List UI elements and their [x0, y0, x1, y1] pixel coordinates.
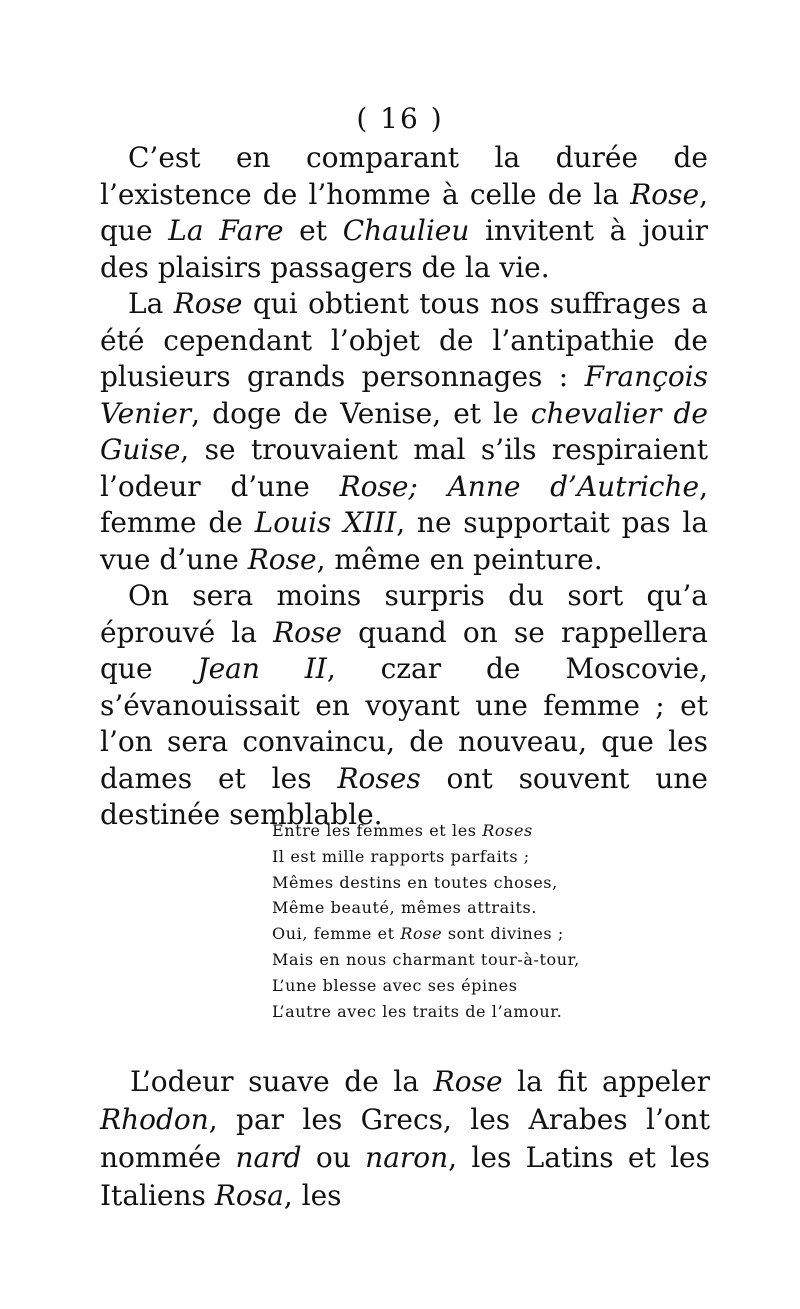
italic-text: Rose	[273, 615, 342, 649]
text-run: ont souvent une destinée semblable.	[100, 761, 708, 831]
verse-line	[272, 895, 632, 921]
italic-text: Rose	[247, 542, 317, 576]
italic-text: La Fare	[168, 214, 284, 247]
italic-text: Roses	[482, 821, 533, 840]
italic-text: naron	[365, 1141, 449, 1174]
paragraph	[100, 578, 708, 834]
text-run: Entre les femmes et les	[272, 821, 483, 840]
text-run: Mais en nous charmant tour-à-tour,	[272, 949, 580, 969]
text-run: Il est mille rapports parfaits ;	[272, 846, 530, 866]
italic-text: Rose;	[339, 469, 418, 503]
verse-line	[272, 818, 632, 844]
body-text	[100, 140, 708, 834]
italic-text: Rhodon	[100, 1103, 209, 1136]
italic-text: Louis XIII	[254, 506, 397, 539]
italic-text: chevalier de Guise	[100, 396, 709, 466]
verse-line	[272, 947, 632, 973]
text-run	[418, 470, 448, 503]
italic-text: Rose	[630, 177, 700, 211]
paragraph	[100, 1063, 710, 1215]
text-run: qui obtient tous nos suffrages a été cependant l’objet de l’antipathie de plusieurs grands personnages :	[100, 287, 708, 393]
text-run: , que	[100, 177, 708, 247]
italic-text: Roses	[337, 761, 421, 795]
text-run: La	[128, 287, 174, 320]
verse-line	[272, 973, 632, 999]
text-run: quand on se rappellera que	[100, 615, 708, 685]
final-paragraph-block	[100, 1063, 710, 1215]
paragraph	[100, 140, 708, 286]
text-run: On sera moins surpris du sort qu’a éprouvé la	[100, 579, 708, 649]
italic-text: nard	[235, 1141, 302, 1174]
text-run: , femme de	[100, 469, 708, 539]
paragraph	[100, 286, 708, 578]
text-run: sont divines ;	[442, 924, 564, 944]
italic-text: François Venier	[100, 360, 708, 430]
verse-line	[272, 870, 632, 896]
text-run: , même en peinture.	[316, 542, 603, 576]
text-run: la fit appeler	[502, 1065, 710, 1098]
text-run: invitent à jouir des plaisirs passagers de la vie.	[100, 214, 708, 284]
italic-text: Rose	[433, 1065, 503, 1098]
text-run: , les	[283, 1179, 342, 1212]
text-run: L’odeur suave de la	[130, 1065, 434, 1098]
verse-line	[272, 844, 632, 870]
italic-text: Rose	[173, 287, 243, 320]
text-run: Même beauté, mêmes attraits.	[272, 898, 538, 918]
verse-line	[272, 999, 632, 1025]
italic-text: Rosa	[214, 1179, 284, 1212]
text-run: , doge de Venise, et le	[191, 396, 531, 430]
italic-text: Rose	[400, 924, 443, 944]
text-run: , czar de Moscovie, s’évanouissait en voyant une femme ; et l’on sera convaincu, de nouveau, que les dames et les	[100, 652, 708, 795]
text-run: Mêmes destins en toutes choses,	[272, 872, 558, 892]
italic-text: Anne d’Autriche	[447, 469, 700, 503]
italic-text: Chaulieu	[342, 214, 470, 247]
text-run: L’autre avec les traits de l’amour.	[272, 1001, 563, 1021]
text-run: , par les Grecs, les Arabes l’ont nommée	[100, 1103, 710, 1174]
text-run: ou	[301, 1141, 366, 1174]
italic-text: Jean II	[197, 652, 327, 685]
text-run: L’une blesse avec ses épines	[272, 975, 518, 995]
verse-block	[272, 818, 632, 1024]
text-run: , les Latins et les Italiens	[100, 1141, 710, 1212]
verse-line	[272, 921, 632, 947]
text-run: Oui, femme et	[272, 924, 401, 944]
page-number: ( 16 )	[356, 102, 444, 135]
text-run: et	[283, 214, 343, 247]
text-run: , ne supportait pas la vue d’une	[100, 506, 709, 576]
text-run: , se trouvaient mal s’ils respiraient l’odeur d’une	[100, 433, 708, 503]
text-run: C’est en comparant la durée de l’existence de l’homme à celle de la	[100, 141, 708, 211]
